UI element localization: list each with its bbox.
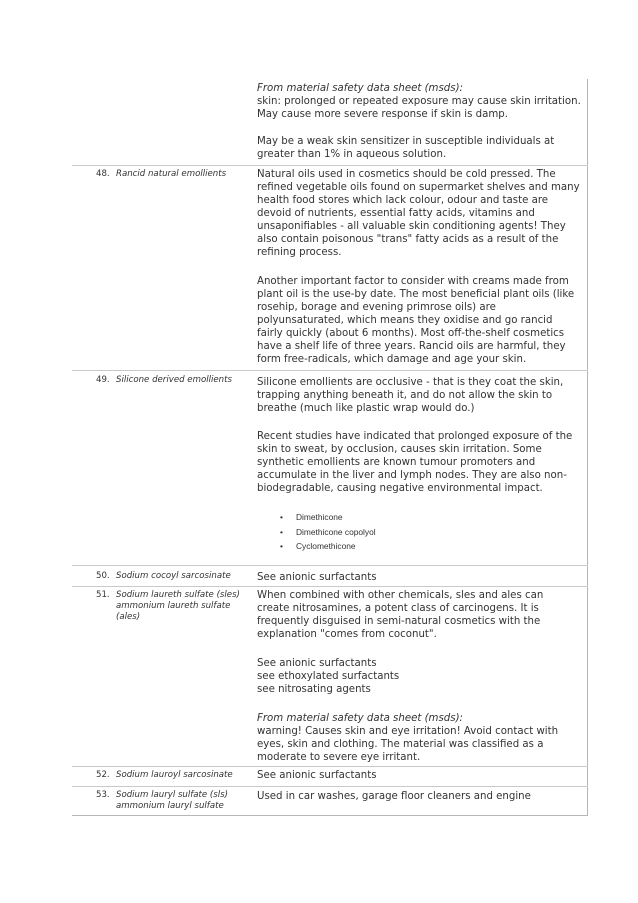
entry-number: 50. (96, 571, 110, 581)
row-divider (72, 370, 588, 371)
text-line: plant oil is the use-by date. The most beneficial plant oils (like (257, 289, 575, 300)
text-line: form free-radicals, which damage and age your skin. (257, 354, 527, 365)
text-line: biodegradable, causing negative environmental impact. (257, 483, 543, 494)
row-divider (72, 165, 588, 166)
entry-number: 51. (96, 590, 110, 600)
text-line: See anionic surfactants (257, 658, 377, 669)
text-line: skin to sweat, by occlusion, causes skin irritation. Some (257, 444, 542, 455)
entry-term: Sodium lauroyl sarcosinate (116, 770, 233, 780)
entry-term: Rancid natural emollients (116, 169, 227, 179)
entry-number: 48. (96, 169, 110, 179)
text-line: devoid of nutrients, essential fatty acids, vitamins and (257, 208, 535, 219)
msds-heading-top: From material safety data sheet (msds): (257, 83, 463, 94)
silicone-bullet-list (272, 510, 376, 554)
text-line: explanation "comes from coconut". (257, 629, 437, 640)
text-line: breathe (much like plastic wrap would do.) (257, 403, 475, 414)
text-line: also contain poisonous "trans" fatty acids as a result of the (257, 234, 559, 245)
list-item: • Dimethicone (272, 510, 376, 525)
text-line: polyunsaturated, which means they oxidise and go rancid (257, 315, 553, 326)
text-line: refined vegetable oils found on supermarket shelves and many (257, 182, 580, 193)
entry-50-description: See anionic surfactants (257, 572, 377, 583)
entry-term: Sodium cocoyl sarcosinate (116, 571, 231, 581)
text-line: have a shelf life of three years. Rancid oils are harmful, they (257, 341, 566, 352)
text-line: unsaponifiables - all valuable skin conditioning agents! They (257, 221, 566, 232)
term-line: ammonium laureth sulfate (116, 601, 231, 612)
text-line: accumulate in the liver and lymph nodes. They are also non- (257, 470, 567, 481)
text-line: frequently disguised in semi-natural cosmetics with the (257, 616, 541, 627)
row-divider (72, 586, 588, 587)
entry-53-description: Used in car washes, garage floor cleaners and engine (257, 791, 531, 802)
text-line: health food stores which lack colour, odour and taste are (257, 195, 549, 206)
text-line: trapping anything beneath it, and do not allow the skin to (257, 390, 553, 401)
msds-line-2: May cause more severe response if skin is damp. (257, 109, 508, 120)
msds-heading: From material safety data sheet (msds): (257, 713, 463, 724)
msds-line-1: skin: prolonged or repeated exposure may cause skin irritation. (257, 96, 581, 107)
text-line: moderate to severe eye irritant. (257, 752, 421, 763)
text-line: fairly quickly (about 6 months). Most off-the-shelf cosmetics (257, 328, 565, 339)
entry-number: 52. (96, 770, 110, 780)
text-line: see nitrosating agents (257, 684, 371, 695)
term-line: ammonium lauryl sulfate (116, 801, 224, 812)
row-divider (72, 766, 588, 767)
row-divider (72, 565, 588, 566)
text-line: see ethoxylated surfactants (257, 671, 400, 682)
entry-52-description: See anionic surfactants (257, 770, 377, 781)
term-line: (ales) (116, 612, 141, 623)
text-line: synthetic emollients are known tumour promoters and (257, 457, 536, 468)
row-divider (72, 786, 588, 787)
text-line: rosehip, borage and evening primrose oils) are (257, 302, 496, 313)
list-item: • Dimethicone copolyol (272, 525, 376, 540)
sensitizer-line-2: greater than 1% in aqueous solution. (257, 149, 447, 160)
text-line: refining process. (257, 247, 342, 258)
text-line: When combined with other chemicals, sles and ales can (257, 590, 544, 601)
entry-number: 49. (96, 375, 110, 385)
text-line: create nitrosamines, a potent class of carcinogens. It is (257, 603, 539, 614)
entry-term: Silicone derived emollients (116, 375, 232, 385)
text-line: Silicone emollients are occlusive - that is they coat the skin, (257, 377, 564, 388)
list-item: • Cyclomethicone (272, 539, 376, 554)
entry-number: 53. (96, 790, 110, 800)
table-bottom-border (72, 815, 588, 816)
text-line: Natural oils used in cosmetics should be cold pressed. The (257, 169, 556, 180)
text-line: Recent studies have indicated that prolonged exposure of the (257, 431, 573, 442)
text-line: warning! Causes skin and eye irritation! Avoid contact with (257, 726, 559, 737)
text-line: eyes, skin and clothing. The material was classified as a (257, 739, 544, 750)
text-line: Another important factor to consider with creams made from (257, 276, 569, 287)
term-line: Sodium laureth sulfate (sles) (116, 590, 240, 600)
sensitizer-line-1: May be a weak skin sensitizer in susceptible individuals at (257, 136, 555, 147)
term-line: Sodium lauryl sulfate (sls) (116, 790, 228, 800)
